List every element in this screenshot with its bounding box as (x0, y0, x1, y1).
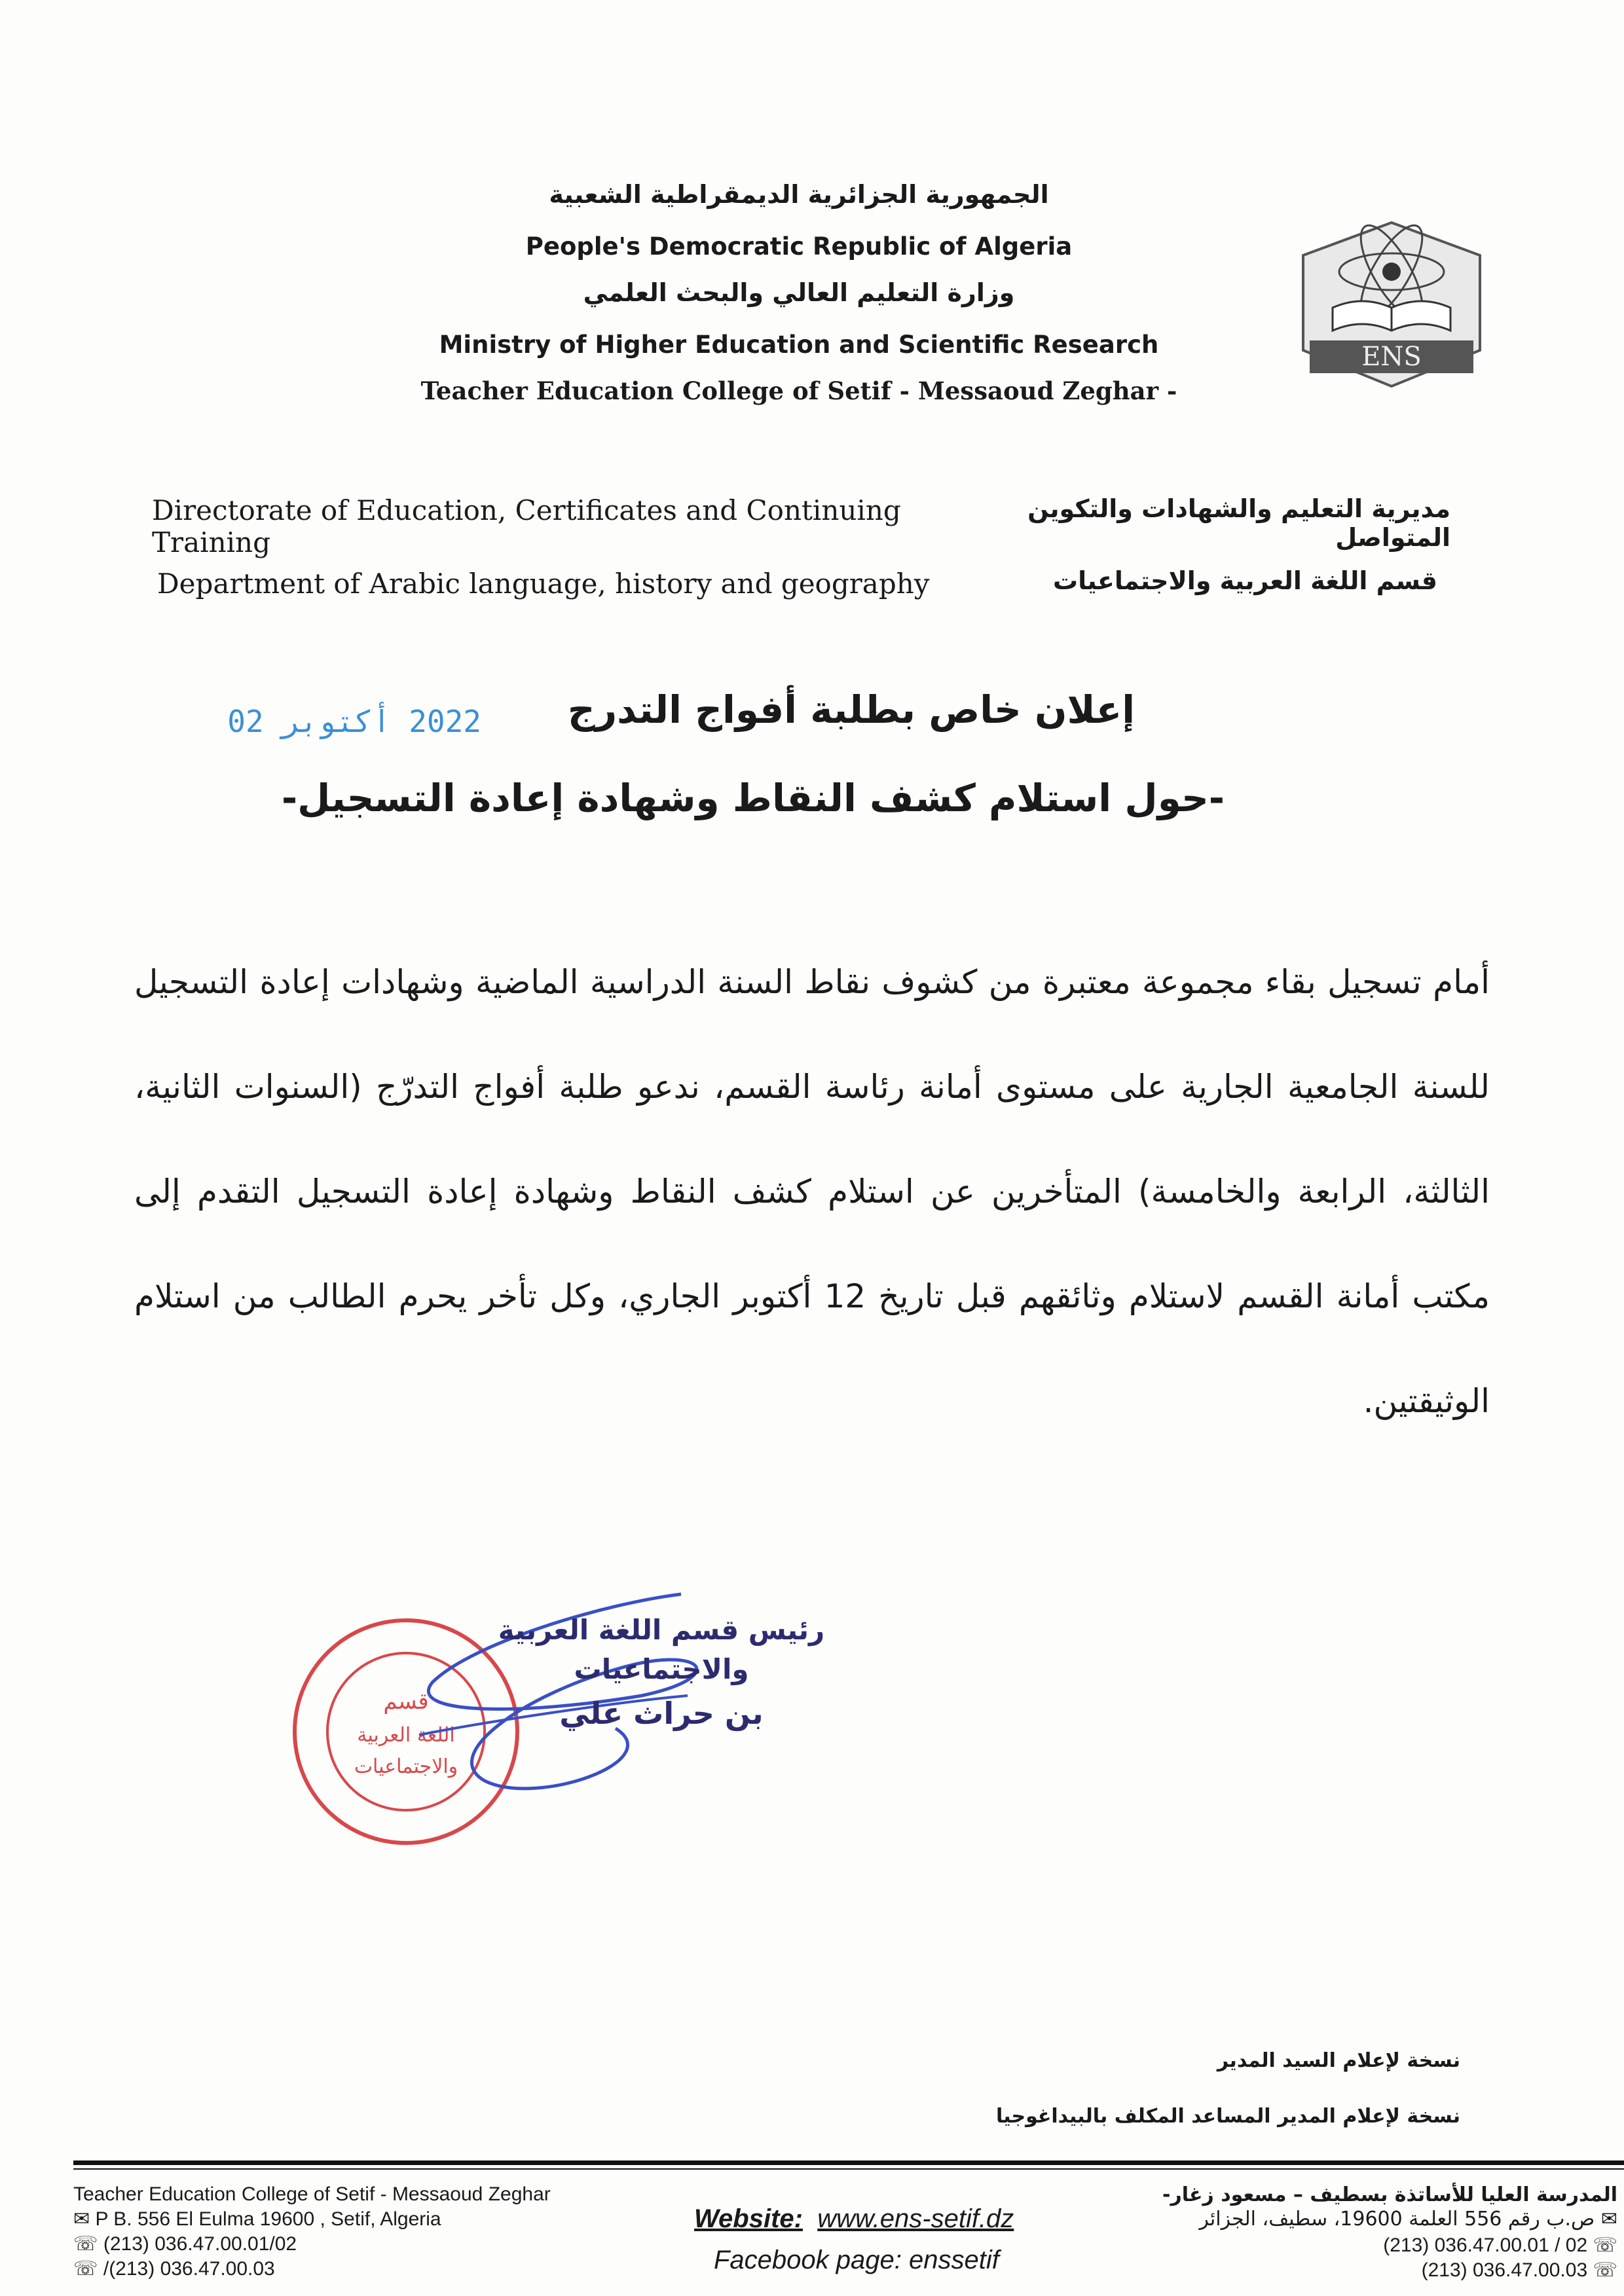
header-republic: People's Democratic Republic of Algeria (525, 232, 1073, 261)
ens-logo-icon (1283, 210, 1500, 406)
directorate-arabic: مديرية التعليم والشهادات والتكوين المتواصل (1027, 494, 1450, 552)
signature-name: بن حراث علي (559, 1696, 764, 1731)
ens-logo (1283, 210, 1500, 406)
header-ministry: Ministry of Higher Education and Scientific Research (439, 331, 1159, 359)
header-arabic-ministry: وزارة التعليم العالي والبحث العلمي (583, 278, 1015, 307)
signature-title: رئيس قسم اللغة العربية (498, 1614, 825, 1646)
announcement-title: إعلان خاص بطلبة أفواج التدرج (567, 687, 1135, 732)
footer-divider-thin (73, 2168, 1624, 2170)
footer-phone-ar (982, 2234, 1617, 2257)
header-arabic-republic: الجمهورية الجزائرية الديمقراطية الشعبية (549, 180, 1049, 209)
footer-college-name-ar: المدرسة العليا للأساتذة بسطيف – مسعود زغار- (1162, 2183, 1617, 2206)
mail-icon: ✉ (73, 2208, 96, 2230)
footer-divider (73, 2160, 1624, 2165)
footer-fax-ar (982, 2259, 1617, 2282)
footer-fax-en-text: /(213) 036.47.00.03 (103, 2258, 275, 2280)
cc-director: نسخة لإعلام السيد المدير (1217, 2049, 1460, 2072)
announcement-subtitle: -حول استلام كشف النقاط وشهادة إعادة التسجيل- (282, 776, 1225, 820)
logo-text: ENS (1361, 342, 1422, 372)
fax-icon: ☏ (1587, 2259, 1617, 2281)
directorate-english: Directorate of Education, Certificates and Continuing Training (152, 494, 901, 558)
footer-college-name: Teacher Education College of Setif - Messaoud Zeghar (73, 2183, 551, 2205)
cc-assistant-director: نسخة لإعلام المدير المساعد المكلف بالبيداغوجيا (995, 2105, 1460, 2128)
footer-phone-ar-text: (213) 036.47.00.01 / 02 (1383, 2234, 1588, 2256)
footer-address-en (73, 2208, 663, 2231)
footer-fax-ar-text: (213) 036.47.00.03 (1421, 2259, 1588, 2281)
footer-phone-en (73, 2232, 663, 2255)
website-link[interactable]: www.ens-setif.dz (817, 2204, 1014, 2233)
signature-subtitle: والاجتماعيات (574, 1653, 749, 1685)
announcement-body: أمام تسجيل بقاء مجموعة معتبرة من كشوف نقاط السنة الدراسية الماضية وشهادات إعادة التسجيل للسنة الجامعية الجارية على مستوى أمانة رئاسة القسم، ندعو طلبة أفواج التدرّج (السنوات الثانية، الثالثة، الرابعة والخامسة) المتأخرين عن استلام كشف النقاط وشهادة إعادة التسجيل التقدم إلى مكتب أمانة القسم لاستلام وثائقهم قبل تاريخ 12 أكتوبر الجاري، وكل تأخر يحرم الطالب من استلام الوثيقتين. (134, 963, 1490, 1420)
phone-icon: ☏ (1587, 2234, 1617, 2256)
svg-text:اللغة العربية: اللغة العربية (357, 1724, 455, 1747)
footer-address-en-text: P B. 556 El Eulma 19600 , Setif, Algeria (95, 2208, 441, 2230)
mail-icon: ✉ (1595, 2208, 1617, 2231)
phone-icon: ☏ (73, 2233, 103, 2255)
department-arabic: قسم اللغة العربية والاجتماعيات (1052, 566, 1437, 595)
date-stamp: 2022 أكتوبر 02 (227, 704, 481, 739)
footer-phone-en-text: (213) 036.47.00.01/02 (103, 2233, 297, 2255)
fax-icon: ☏ (73, 2258, 103, 2280)
footer-fax-en (73, 2257, 663, 2280)
svg-text:قسم: قسم (383, 1688, 429, 1715)
footer-facebook: Facebook page: enssetif (714, 2246, 999, 2274)
header-college: Teacher Education College of Setif - Messaoud Zeghar - (420, 376, 1177, 405)
footer-address-ar-text: ص.ب رقم 556 العلمة 19600، سطيف، الجزائر (1199, 2208, 1595, 2231)
website-label: Website: (694, 2204, 803, 2233)
footer-address-ar (982, 2208, 1617, 2231)
department-english: Department of Arabic language, history and geography (157, 568, 930, 600)
svg-text:والاجتماعيات: والاجتماعيات (354, 1755, 458, 1778)
